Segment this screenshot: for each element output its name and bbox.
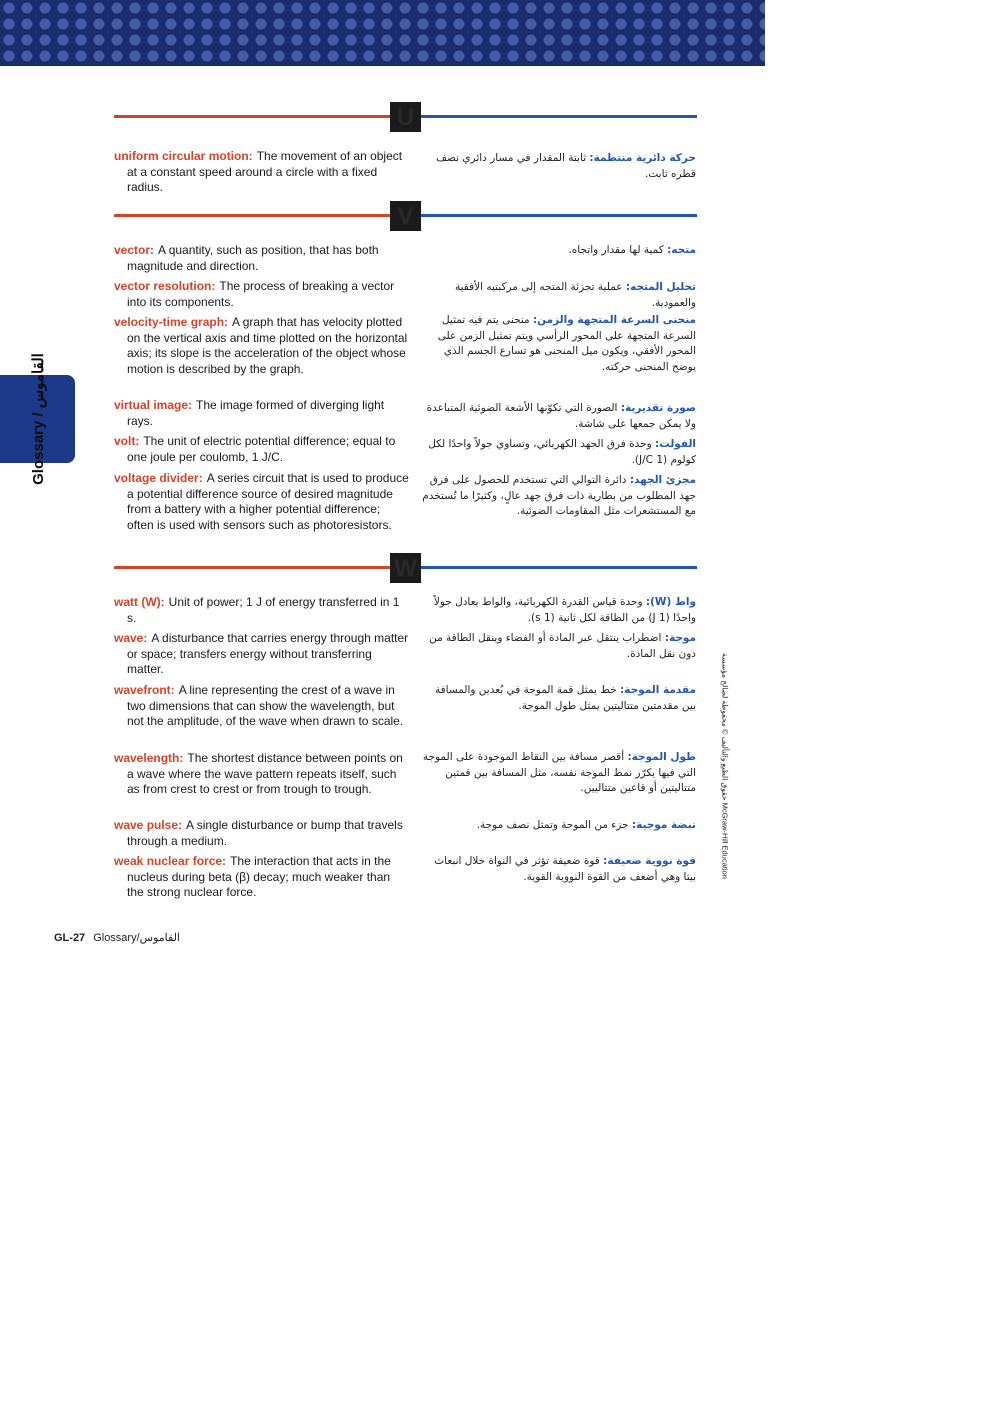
arabic-entry-watt: [420, 595, 696, 626]
entry-term: wave:: [114, 631, 148, 645]
arabic-entry-velocity-time-graph: [420, 313, 696, 375]
entry-term: uniform circular motion:: [114, 149, 253, 163]
divider-line-blue: [421, 115, 697, 118]
page-footer: [54, 931, 180, 944]
arabic-definition: الصورة التي تكوّنها الأشعة الضوئية المتباعدة ولا يمكن جمعها على شاشة.: [426, 402, 696, 430]
glossary-entry-wavefront: [114, 683, 409, 730]
side-tab-label: Glossary / القاموس: [29, 353, 47, 485]
entry-definition: The image formed of diverging light rays.: [127, 398, 385, 428]
entry-definition: A quantity, such as position, that has both magnitude and direction.: [127, 243, 379, 273]
arabic-definition: ثابتة المقدار في مسار دائري نصف قطره ثابت.: [436, 152, 696, 180]
glossary-entry-voltage-divider: [114, 471, 409, 533]
entry-definition: A single disturbance or bump that travels through a medium.: [127, 818, 403, 848]
arabic-definition: وحدة قياس القدرة الكهربائية، والواط يعادل جولاً واحدًا (1 J) من الطاقة لكل ثانية (1 s).: [433, 596, 696, 624]
section-letter-w: W: [390, 553, 421, 583]
arabic-term: مجزئ الجهد:: [629, 474, 696, 486]
arabic-entry-weak-nuclear-force: [420, 854, 696, 885]
arabic-definition: قوة ضعيفة تؤثر في النواة خلال انبعاث بيتا وهي أضعف من القوة النووية القوية.: [434, 855, 696, 883]
copyright-notice: [719, 636, 731, 896]
entry-definition: The movement of an object at a constant speed around a circle with a fixed radius.: [127, 149, 403, 195]
glossary-entry-virtual-image: [114, 398, 409, 429]
arabic-entry-wave-pulse: [420, 818, 696, 834]
entry-term: velocity-time graph:: [114, 315, 229, 329]
divider-line-blue: [421, 214, 697, 217]
arabic-entry-wavelength: [420, 750, 696, 797]
arabic-entry-uniform-circular-motion: [420, 151, 696, 182]
glossary-entry-vector-resolution: [114, 279, 409, 310]
entry-term: vector:: [114, 243, 155, 257]
entry-definition: A graph that has velocity plotted on the vertical axis and time plotted on the horizontal axis; its slope is the acceleration of the object whose motion is described by the graph.: [127, 315, 408, 376]
arabic-definition: خط يمثل قمة الموجة في بُعدين والمسافة بين مقدمتين متتاليتين يمثل طول الموجة.: [434, 684, 696, 712]
arabic-entry-vector-resolution: [420, 280, 696, 311]
arabic-definition: جزء من الموجة وتمثل نصف موجة.: [476, 819, 629, 831]
arabic-term: موجة:: [664, 632, 696, 644]
section-letter-v: V: [390, 201, 421, 231]
entry-definition: The process of breaking a vector into its components.: [127, 279, 395, 309]
arabic-term: منحنى السرعة المتجهة والزمن:: [532, 314, 696, 326]
entry-term: vector resolution:: [114, 279, 216, 293]
entry-term: wave pulse:: [114, 818, 183, 832]
entry-term: virtual image:: [114, 398, 193, 412]
section-divider-u: [114, 102, 697, 132]
arabic-entry-vector: [420, 243, 696, 259]
entry-definition: A line representing the crest of a wave in two dimensions that can show the wavelength, but not the amplitude, of the wave when drawn to scale.: [127, 683, 404, 729]
arabic-term: صورة تقديرية:: [620, 402, 696, 414]
glossary-side-tab: [0, 353, 75, 485]
entry-definition: A disturbance that carries energy through matter or space; transfers energy without transferring matter.: [127, 631, 409, 677]
glossary-entry-volt: [114, 434, 409, 465]
arabic-term: تحليل المتجه:: [625, 281, 696, 293]
arabic-term: واط (W):: [645, 596, 696, 608]
arabic-definition: اضطراب ينتقل عبر المادة أو الفضاء وينقل الطاقة من دون نقل المادة.: [429, 632, 696, 660]
arabic-entry-wavefront: [420, 683, 696, 714]
section-divider-v: [114, 201, 697, 231]
entry-term: wavelength:: [114, 751, 184, 765]
section-letter-u: U: [390, 102, 421, 132]
divider-line-red: [114, 566, 390, 569]
glossary-entry-wavelength: [114, 751, 409, 798]
glossary-entry-wave: [114, 631, 409, 678]
entry-term: voltage divider:: [114, 471, 203, 485]
entry-term: watt (W):: [114, 595, 165, 609]
entry-term: weak nuclear force:: [114, 854, 227, 868]
arabic-term: حركة دائرية منتظمة:: [589, 152, 696, 164]
arabic-term: طول الموجة:: [627, 751, 696, 763]
glossary-entry-wave-pulse: [114, 818, 409, 849]
arabic-term: نبضة موجية:: [631, 819, 696, 831]
arabic-definition: وحدة فرق الجهد الكهربائي، وتساوي جولاً واحدًا لكل كولوم (1 J/C).: [428, 438, 696, 466]
arabic-term: قوة نووية ضعيفة:: [603, 855, 696, 867]
glossary-entry-watt: [114, 595, 409, 626]
arabic-definition: منحنى يتم فيه تمثيل السرعة المتجهة على المحور الرأسي ويتم تمثيل الزمن على المحور الأفقي، ويكون ميل المنحنى هو تسارع الجسم الذي يوضح المنحنى حركته.: [437, 314, 696, 373]
entry-definition: The unit of electric potential difference; equal to one joule per coulomb, 1 J/C.: [127, 434, 396, 464]
arabic-definition: عملية تجزئة المتجه إلى مركبتيه الأفقية والعمودية.: [454, 281, 696, 309]
arabic-definition: أقصر مسافة بين النقاط الموجودة على الموجة التي فيها يكرّر نمط الموجة نفسه، مثل المسافة بين قمتين متتاليتين أو قاعين متتاليين.: [422, 751, 696, 795]
arabic-term: الفولت:: [655, 438, 696, 450]
entry-definition: A series circuit that is used to produce a potential difference source of desired magnitude from a battery with a higher potential difference; often is used with sensors such as photoresistors.: [127, 471, 409, 532]
divider-line-red: [114, 214, 390, 217]
entry-definition: The shortest distance between points on a wave where the wave pattern repeats itself, such as from crest to crest or from trough to trough.: [127, 751, 403, 797]
entry-term: wavefront:: [114, 683, 175, 697]
glossary-entry-velocity-time-graph: [114, 315, 409, 377]
glossary-entry-weak-nuclear-force: [114, 854, 409, 901]
arabic-entry-wave: [420, 631, 696, 662]
divider-line-blue: [421, 566, 697, 569]
entry-term: volt:: [114, 434, 140, 448]
entry-definition: The interaction that acts in the nucleus during beta (β) decay; much weaker than the strong nuclear force.: [127, 854, 391, 900]
arabic-entry-voltage-divider: [420, 473, 696, 520]
arabic-definition: دائرة التوالي التي تستخدم للحصول على فرق جهد المطلوب من بطارية ذات فرق جهد عالٍ، وكثيرًا ما تُستخدم مع المستشعرات مثل المقاومات الضوئية.: [422, 474, 696, 518]
divider-line-red: [114, 115, 390, 118]
arabic-term: متجه:: [667, 244, 696, 256]
header-banner: [0, 0, 765, 66]
entry-definition: Unit of power; 1 J of energy transferred in 1 s.: [127, 595, 400, 625]
arabic-definition: كمية لها مقدار واتجاه.: [568, 244, 664, 256]
arabic-term: مقدمة الموجة:: [620, 684, 696, 696]
page-number: GL-27: [54, 932, 86, 944]
arabic-entry-volt: [420, 437, 696, 468]
footer-label: Glossary/القاموس: [93, 932, 180, 944]
section-divider-w: [114, 553, 697, 583]
glossary-entry-vector: [114, 243, 409, 274]
glossary-entry-uniform-circular-motion: [114, 149, 409, 196]
copyright-text: حقوق الطبع والتأليف © محفوظة لصالح مؤسسة McGraw-Hill Education: [720, 653, 730, 879]
arabic-entry-virtual-image: [420, 401, 696, 432]
